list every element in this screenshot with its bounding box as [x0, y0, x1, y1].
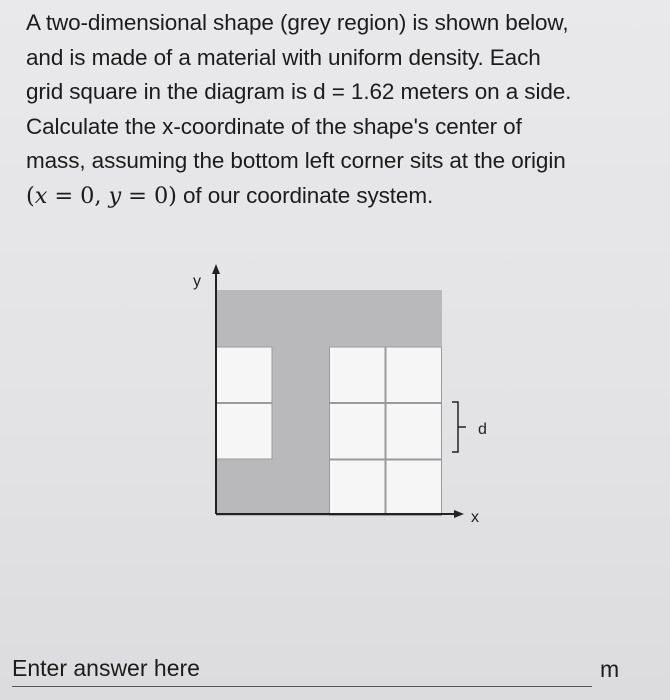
math-paren-close: )	[168, 182, 177, 209]
shape-cell	[273, 290, 330, 347]
empty-cell	[386, 460, 443, 517]
question-line: Calculate the x-coordinate of the shape's center of	[26, 113, 522, 139]
empty-cell	[216, 403, 273, 460]
y-axis-label: y	[193, 273, 201, 290]
empty-cell	[386, 347, 443, 404]
x-axis-arrow-icon	[454, 510, 464, 518]
y-axis-arrow-icon	[212, 264, 220, 274]
shape-cell	[216, 460, 273, 517]
x-axis-label: x	[471, 509, 479, 526]
answer-input[interactable]	[12, 650, 592, 687]
empty-cell	[329, 403, 386, 460]
question-line: mass, assuming the bottom left corner sits at the origin	[26, 148, 566, 173]
shape-cell	[273, 347, 330, 404]
empty-cell	[329, 347, 386, 404]
unit-label: m	[600, 656, 620, 682]
math-var-x: x	[34, 182, 48, 209]
math-equals: =	[121, 182, 154, 209]
dimension-label: d	[478, 421, 487, 438]
empty-cell	[216, 347, 273, 404]
shape-cell	[329, 290, 386, 347]
shape-cell	[273, 460, 330, 517]
dimension-bracket-icon	[452, 402, 466, 452]
shape-cell	[216, 290, 273, 347]
empty-cell	[329, 460, 386, 517]
shape-cell	[386, 290, 443, 347]
answer-row	[12, 650, 642, 690]
question-line: grid square in the diagram is d = 1.62 meters on a side.	[26, 79, 572, 104]
math-var-y: y	[108, 182, 122, 209]
question-line: A two-dimensional shape (grey region) is shown below,	[26, 10, 569, 35]
empty-cell	[386, 403, 443, 460]
math-comma: ,	[94, 182, 109, 209]
question-line-tail: of our coordinate system.	[176, 182, 434, 208]
shape-cell	[273, 403, 330, 460]
math-zero: 0	[80, 182, 95, 209]
question-line: and is made of a material with uniform density. Each	[26, 44, 541, 70]
math-equals: =	[47, 182, 81, 209]
math-paren-open: (	[26, 182, 35, 209]
math-zero: 0	[153, 182, 169, 209]
